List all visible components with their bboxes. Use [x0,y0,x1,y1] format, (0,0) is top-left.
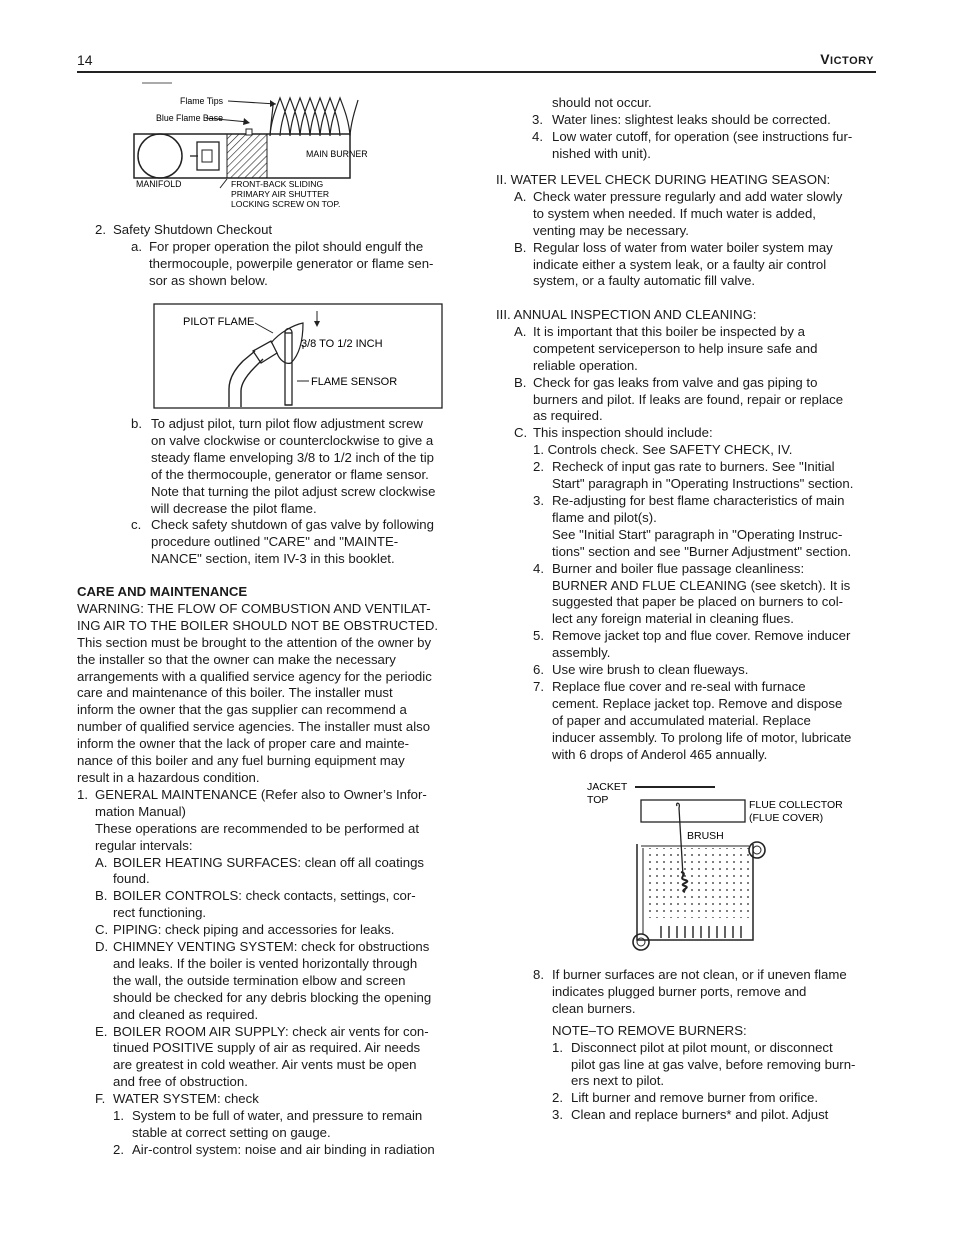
inspection-c6: 6. Use wire brush to clean flueways. [533,662,881,679]
text-line: found. [113,871,150,887]
text-line: and free of obstruction. [113,1074,248,1090]
page-number: 14 [77,52,93,68]
text-line: lect any foreign material in cleaning flues. [552,611,794,627]
text-line: These operations are recommended to be performed at [95,820,420,836]
text-line: result in a hazardous condition. [77,769,260,785]
care-heading: CARE AND MAINTENANCE [77,584,248,599]
text-line: arrangements with a qualified service agency for the periodic [77,668,432,684]
flame-tips-outline [270,98,358,136]
label-jacket: JACKET [587,781,628,793]
text-line: To adjust pilot, turn pilot flow adjustment screw [151,416,423,431]
label-shutter-line2: PRIMARY AIR SHUTTER [231,189,330,199]
text-line: reliable operation. [533,357,638,373]
water-item-1: 1. System to be full of water, and pressure to remain stable at correct setting on gauge. [113,1108,462,1142]
text-line: flame and pilot(s). [552,509,657,525]
text-line: thermocouple, powerpile generator or flame sen- [149,255,434,271]
text-line: ING AIR TO THE BOILER SHOULD NOT BE OBSTRUCTED. [77,617,439,633]
text-line: WARNING: THE FLOW OF COMBUSTION AND VENTILAT- [77,600,431,616]
text-line: Re-adjusting for best flame characteristics of main [552,492,845,508]
inspection-c1 [533,442,881,459]
water-item-2: 2. Air-control system: noise and air binding in radiation [113,1142,462,1159]
manifold-shape [138,134,182,178]
text-line: nished with unit). [552,145,651,161]
inspection-b: B. Check for gas leaks from valve and gas piping to burners and pilot. If leaks are found, repair or replace as required. [514,375,881,426]
text-line: the installer so that the owner can make the necessary [77,651,396,667]
text-line: cement. Replace jacket top. Remove and dispose [552,695,843,711]
gm-item-d: D. CHIMNEY VENTING SYSTEM: check for obstructions and leaks. If the boiler is vented horizontally through the wall, the outside termination elbow and screen should be checked for any debris blocking the opening and cleaned as required. [95,939,462,1024]
text-line: clean burners. [552,1000,636,1016]
note-item-2: 2. Lift burner and remove burner from orifice. [552,1090,881,1107]
text-line: System to be full of water, and pressure to remain [132,1108,423,1124]
text-line: Lift burner and remove burner from orifice. [571,1090,819,1106]
text-line: steady flame enveloping 3/8 to 1/2 inch of the tip [151,449,434,465]
text-line: stable at correct setting on gauge. [132,1125,331,1140]
text-line: burners and pilot. If leaks are found, repair or replace [533,391,844,407]
text-line: indicate either a system leak, or a faulty air control [533,256,827,272]
pilot-flame-diagram [153,303,443,409]
label-pilot-flame: PILOT FLAME [183,316,255,328]
text-line: BURNER AND FLUE CLEANING (see sketch). It is [552,577,851,593]
text-line: the wall, the outside termination elbow and screen [113,972,406,988]
text-line: inducer assembly. To prolong life of motor, lubricate [552,729,852,745]
text-line: and cleaned as required. [113,1006,259,1022]
text-line: Water lines: slightest leaks should be corrected. [552,111,831,127]
text-line: Remove jacket top and flue cover. Remove inducer [552,628,851,644]
flue-brush-diagram [585,776,865,956]
text-line: Check water pressure regularly and add water slowly [533,188,843,204]
item-2a-text [149,239,462,290]
text-line: mation Manual) [95,803,186,819]
inspection-c3: 3. Re-adjusting for best flame characteristics of main flame and pilot(s). See "Initial Start" paragraph in "Operating Instruc- tions" section and see "Burner Adjustment" section. [533,493,881,561]
note-item-1: 1. Disconnect pilot at pilot mount, or disconnect pilot gas line at gas valve, before removing burn- ers next to pilot. [552,1040,881,1091]
safety-shutdown-heading: 2. Safety Shutdown Checkout [95,222,273,237]
text-line: inform the owner that the lack of proper care and mainte- [77,736,410,752]
text-line: tinued POSITIVE supply of air as required. Air needs [113,1040,421,1056]
text-line: Burner and boiler flue passage cleanliness: [552,560,805,576]
note-remove-burners [552,1023,881,1040]
text-line: It is important that this boiler be inspected by a [533,323,805,339]
inspection-c5: 5. Remove jacket top and flue cover. Remove inducer assembly. [533,628,881,662]
label-dimension: 3/8 TO 1/2 INCH [301,338,383,350]
text-line: regular intervals: [95,837,193,853]
label-shutter-line3: LOCKING SCREW ON TOP. [231,199,341,209]
gm-item-a: A. BOILER HEATING SURFACES: clean off all coatings found. [95,855,462,889]
water-item-3: 3. Water lines: slightest leaks should be corrected. [532,112,881,129]
text-line: assembly. [552,645,611,661]
label-flame-sensor: FLAME SENSOR [311,376,398,388]
care-paragraph [77,601,462,787]
text-line: indicates plugged burner ports, remove and [552,983,807,999]
label-brush: BRUSH [687,830,724,842]
text-line: Regular loss of water from water boiler system may [533,239,833,255]
text-line: GENERAL MAINTENANCE (Refer also to Owner’s Infor- [95,786,427,802]
inspection-c7: 7. Replace flue cover and re-seal with furnace cement. Replace jacket top. Remove and dispose of paper and accumulated material. Replace inducer assembly. To prolong life of motor, lubricate with 6 drops of Anderol 465 annually. [533,679,881,764]
text-line: number of qualified service agencies. The installer must also [77,719,431,735]
text-line: care and maintenance of this boiler. The installer must [77,685,393,701]
gm-item-f: F. WATER SYSTEM: check [95,1091,462,1108]
text-line: This section must be brought to the attention of the owner by [77,634,432,650]
general-maintenance-text [95,787,462,855]
water-level-b: B. Regular loss of water from water boiler system may indicate either a system leak, or a faulty air control system, or a faulty automatic fill valve. [514,240,881,291]
text-line: Check safety shutdown of gas valve by following [151,517,434,533]
inspection-a: A. It is important that this boiler be inspected by a competent serviceperson to help insure safe and reliable operation. [514,324,881,375]
label-top: TOP [587,794,609,806]
text-line: ers next to pilot. [571,1073,665,1089]
text-line: should not occur. [552,95,652,110]
text-line: pilot gas line at gas valve, before removing burn- [571,1056,856,1072]
inspection-c: C. This inspection should include: [514,425,881,442]
label-main-burner: MAIN BURNER [306,149,368,159]
text-line: BOILER ROOM AIR SUPPLY: check air vents for con- [113,1023,429,1039]
text-line: Clean and replace burners* and pilot. Adjust [571,1107,829,1123]
text-line: should be checked for any debris blocking the opening [113,989,432,1005]
note-item-3: 3. Clean and replace burners* and pilot. Adjust [552,1107,881,1124]
text-line: Air-control system: noise and air binding in radiation [132,1141,435,1157]
text-line: Use wire brush to clean flueways. [552,662,749,678]
text-line: and leaks. If the boiler is vented horizontally through [113,955,418,971]
text-line: Note that turning the pilot adjust screw clockwise [151,483,436,499]
item-2a: a. For proper operation the pilot should engulf the thermocouple, powerpile generator or flame sen- sor as shown below. [131,239,462,290]
text-line: This inspection should include: [533,425,713,441]
inspection-c8: 8. If burner surfaces are not clean, or if uneven flame indicates plugged burner ports, remove and clean burners. [533,967,881,1018]
label-flame-tips: Flame Tips [180,96,224,106]
text-line: will decrease the pilot flame. [151,500,317,516]
text-line: Low water cutoff, for operation (see instructions fur- [552,128,853,144]
text-line: tions" section and see "Burner Adjustment" section. [552,543,852,559]
text-line: to system when needed. If much water is added, [533,205,816,221]
text-line: rect functioning. [113,905,207,921]
gm-item-b: B. BOILER CONTROLS: check contacts, settings, cor- rect functioning. [95,888,462,922]
item-2c-text [151,517,462,568]
text-line: WATER SYSTEM: check [113,1091,259,1107]
text-line: of paper and accumulated material. Replace [552,712,811,728]
text-line: suggested that paper be placed on burners to col- [552,594,844,610]
text-line: 1. Controls check. See SAFETY CHECK, IV. [533,442,793,458]
brand-initial: V [820,51,831,67]
label-flue-collector: FLUE COLLECTOR [749,799,843,811]
text-line: BOILER HEATING SURFACES: clean off all coatings [113,854,424,870]
text-line: PIPING: check piping and accessories for leaks. [113,922,395,938]
label-manifold: MANIFOLD [136,179,182,189]
item-2c: c. Check safety shutdown of gas valve by following procedure outlined "CARE" and "MAINTE- NANCE" section, item IV-3 in this booklet. [131,517,462,568]
header-rule [77,71,876,73]
text-line: Check for gas leaks from valve and gas piping to [533,374,818,390]
text-line: are greatest in cold weather. Air vents must be open [113,1057,417,1073]
gm-item-c: C. PIPING: check piping and accessories for leaks. [95,922,462,939]
inspection-c4: 4. Burner and boiler flue passage cleanliness: BURNER AND FLUE CLEANING (see sketch). It is suggested that paper be placed on burners to col- lect any foreign material in cleaning flues. [533,561,881,629]
text-line: sor as shown below. [149,272,268,288]
text-line: CHIMNEY VENTING SYSTEM: check for obstructions [113,939,430,955]
label-shutter-line1: FRONT-BACK SLIDING [231,179,324,189]
water-level-heading: II. WATER LEVEL CHECK DURING HEATING SEASON: [496,172,831,187]
text-line: Start" paragraph in "Operating Instructions" section. [552,476,854,492]
inspection-c2: 2. Recheck of input gas rate to burners. See "Initial Start" paragraph in "Operating Instructions" section. [533,459,881,493]
text-line: NOTE–TO REMOVE BURNERS: [552,1022,747,1038]
water-item-4: 4. Low water cutoff, for operation (see instructions fur- nished with unit). [532,129,881,163]
text-line: For proper operation the pilot should engulf the [149,238,424,254]
brand-rest: ICTORY [830,55,874,67]
main-burner-diagram [130,80,368,212]
text-line: with 6 drops of Anderol 465 annually. [552,746,768,762]
text-line: as required. [533,408,603,424]
text-line: BOILER CONTROLS: check contacts, settings, cor- [113,888,416,904]
water-level-a: A. Check water pressure regularly and add water slowly to system when needed. If much water is added, venting may be necessary. [514,189,881,240]
text-line: of the thermocouple, generator or flame sensor. [151,466,429,482]
general-maintenance: 1. GENERAL MAINTENANCE (Refer also to Owner’s Infor- mation Manual) These operations are recommended to be performed at regular intervals: [77,787,462,855]
text-line: system, or a faulty automatic fill valve. [533,273,756,289]
text-line: NANCE" section, item IV-3 in this booklet. [151,551,395,567]
label-flue-cover: (FLUE COVER) [749,812,824,824]
item-2b: b. To adjust pilot, turn pilot flow adjustment screw on valve clockwise or counterclockwise to give a steady flame enveloping 3/8 to 1/2 inch of the tip of the thermocouple, generator or flame sensor. Note that turning the pilot adjust screw clockwise will decrease the pilot flame. [131,416,462,517]
continued-text [552,95,881,112]
text-line: If burner surfaces are not clean, or if uneven flame [552,967,847,982]
text-line: inform the owner that the gas supplier can recommend a [77,702,407,718]
text-line: nance of this boiler and any fuel burning equipment may [77,753,405,769]
item-2b-text [151,416,462,517]
text-line: procedure outlined "CARE" and "MAINTE- [151,534,399,550]
text-line: venting may be necessary. [533,222,689,238]
text-line: competent serviceperson to help insure safe and [533,340,818,356]
text-line: See "Initial Start" paragraph in "Operating Instruc- [552,526,843,542]
gm-item-e: E. BOILER ROOM AIR SUPPLY: check air vents for con- tinued POSITIVE supply of air as required. Air needs are greatest in cold weather. Air vents must be open and free of obstruction. [95,1024,462,1092]
label-blue-flame-base: Blue Flame Base [156,113,223,123]
text-line: on valve clockwise or counterclockwise to give a [151,432,434,448]
text-line: Replace flue cover and re-seal with furnace [552,678,806,694]
text-line: Disconnect pilot at pilot mount, or disconnect [571,1039,833,1055]
brand-name [820,51,874,70]
text-line: Recheck of input gas rate to burners. See "Initial [552,459,835,475]
annual-inspection-heading: III. ANNUAL INSPECTION AND CLEANING: [496,307,757,322]
